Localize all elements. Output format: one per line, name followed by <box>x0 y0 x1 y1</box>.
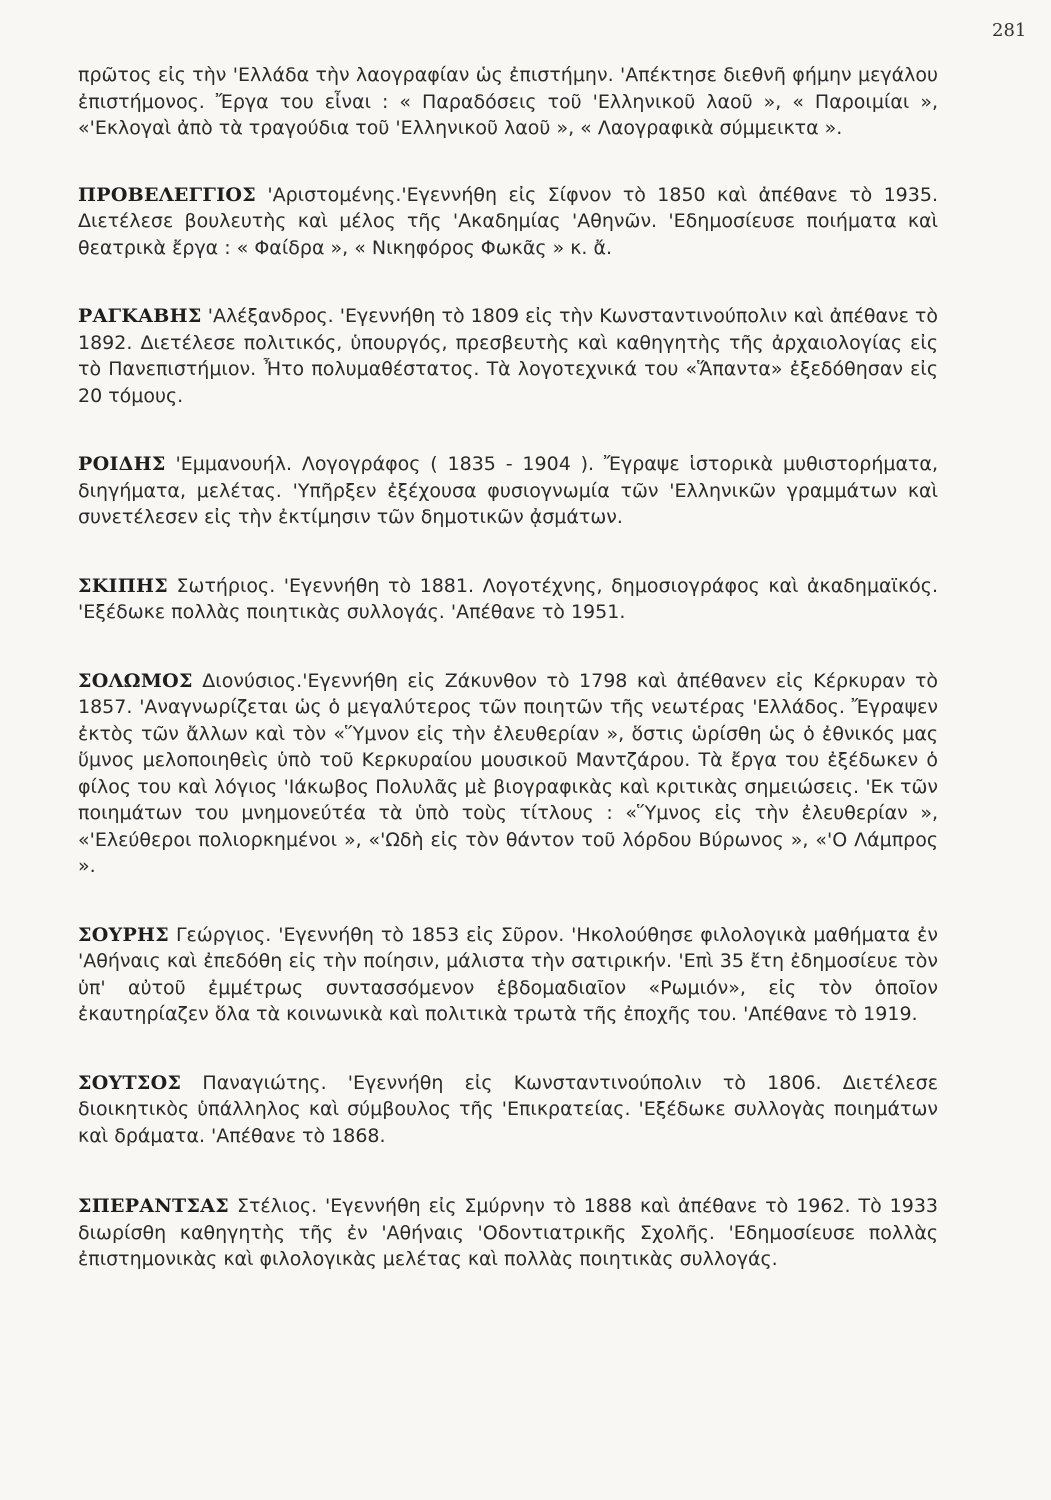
entry-provelengios <box>78 182 938 262</box>
entry-roidis <box>78 451 938 531</box>
entry-text: 'Εμμανουήλ. Λογογράφος ( 1835 - 1904 ). Ἔγραψε ἱστορικὰ μυθιστορήματα, διηγήματα, μελέτας. 'Υπῆρξεν ἐξέχουσα φυσιογνωμία τῶν 'Ελληνικῶν γραμμάτων καὶ συνετέλεσεν εἰς τὴν ἐκτίμησιν τῶν δημοτικῶν ᾀσμάτων. <box>78 453 938 528</box>
entry-text: Σωτήριος. 'Εγεννήθη τὸ 1881. Λογοτέχνης, δημοσιογράφος καὶ ἀκαδημαϊκός. 'Εξέδωκε πολλὰς ποιητικὰς συλλογάς. 'Απέθανε τὸ 1951. <box>78 574 938 623</box>
entry-text: Στέλιος. 'Εγεννήθη εἰς Σμύρνην τὸ 1888 καὶ ἀπέθανε τὸ 1962. Τὸ 1933 διωρίσθη καθηγητὴς τῆς ἐν 'Αθήναις 'Οδοντιατρικῆς Σχολῆς. 'Εδημοσίευσε πολλὰς ἐπιστημονικὰς καὶ φιλολογικὰς μελέτας καὶ πολλὰς ποιητικὰς συλλογάς. <box>78 1195 938 1270</box>
entry-name: ΡΟΙΔΗΣ <box>78 453 166 475</box>
entry-name: ΣΟΥΤΣΟΣ <box>78 1071 182 1094</box>
entry-text: Γεώργιος. 'Εγεννήθη τὸ 1853 εἰς Σῦρον. 'Ηκολούθησε φιλολογικὰ μαθήματα ἐν 'Αθήναις καὶ ἐπεδόθη εἰς τὴν ποίησιν, μάλιστα τὴν σατιρικήν. 'Επὶ 35 ἔτη ἐδημοσίευε τὸν ὑπ' αὐτοῦ ἐμμέτρως συντασσόμενον ἑβδομαδιαῖον «Ρωμιόν», εἰς τὸν ὁποῖον ἐκαυτηρίαζεν ὅλα τὰ κοινωνικὰ καὶ πολιτικὰ τρωτὰ τῆς ἐποχῆς του. 'Απέθανε τὸ 1919. <box>78 923 938 1025</box>
entry-name: ΣΠΕΡΑΝΤΣΑΣ <box>78 1195 230 1217</box>
entry-name: ΣΟΛΩΜΟΣ <box>78 669 193 692</box>
entry-ragkavis <box>78 303 938 409</box>
entry-continuation <box>78 62 938 142</box>
entry-text: Παναγιώτης. 'Εγεννήθη εἰς Κωνσταντινούπολιν τὸ 1806. Διετέλεσε διοικητικὸς ὑπάλληλος καὶ σύμβουλος τῆς 'Επικρατείας. 'Εξέδωκε συλλογὰς ποιημάτων καὶ δράματα. 'Απέθανε τὸ 1868. <box>78 1071 938 1147</box>
entry-solomos <box>78 668 938 880</box>
entry-skipis <box>78 573 938 626</box>
entry-soutsos <box>78 1070 938 1150</box>
entry-text: 'Αριστομένης.'Εγεννήθη εἰς Σίφνον τὸ 1850 καὶ ἀπέθανε τὸ 1935. Διετέλεσε βουλευτὴς καὶ μέλος τῆς 'Ακαδημίας 'Αθηνῶν. 'Εδημοσίευσε ποιήματα καὶ θεατρικὰ ἔργα : « Φαίδρα », « Νικηφόρος Φωκᾶς » κ. ἄ. <box>78 183 938 259</box>
entry-name: ΣΚΙΠΗΣ <box>78 574 168 597</box>
entry-text: Διονύσιος.'Εγεννήθη εἰς Ζάκυνθον τὸ 1798 καὶ ἀπέθανεν εἰς Κέρκυραν τὸ 1857. 'Αναγνωρίζεται ὡς ὁ μεγαλύτερος τῶν ποιητῶν τῆς νεωτέρας 'Ελλάδος. Ἔγραψεν ἐκτὸς τῶν ἄλλων καὶ τὸν «Ὕμνον εἰς τὴν ἐλευθερίαν », ὅστις ὡρίσθη ὡς ὁ ἐθνικός μας ὕμνος μελοποιηθεὶς ὑπὸ τοῦ Κερκυραίου μουσικοῦ Μαντζάρου. Τὰ ἔργα του ἐξέδωκεν ὁ φίλος του καὶ λόγιος 'Ιάκωβος Πολυλᾶς μὲ βιογραφικὰς καὶ κριτικὰς σημειώσεις. 'Εκ τῶν ποιημάτων του μνημονεύτέα τὰ ὑπὸ τοὺς τίτλους : «Ὕμνος εἰς τὴν ἐλευθερίαν », «'Ελεύθεροι πολιορκημένοι », «'Ωδὴ εἰς τὸν θάντον τοῦ λόρδου Βύρωνος », «'Ο Λάμπρος ». <box>78 669 939 877</box>
entry-sperantsas <box>78 1193 938 1273</box>
entry-text: πρῶτος εἰς τὴν 'Ελλάδα τὴν λαογραφίαν ὡς ἐπιστήμην. 'Απέκτησε διεθνῆ φήμην μεγάλου ἐπιστήμονος. Ἔργα του εἶναι : « Παραδόσεις τοῦ 'Ελληνικοῦ λαοῦ », « Παροιμίαι », «'Εκλογαὶ ἀπὸ τὰ τραγούδια τοῦ 'Ελληνικοῦ λαοῦ », « Λαογραφικὰ σύμμεικτα ». <box>78 64 938 139</box>
entries-block <box>78 62 938 1315</box>
entry-text: 'Αλέξανδρος. 'Εγεννήθη τὸ 1809 εἰς τὴν Κωνσταντινούπολιν καὶ ἀπέθανε τὸ 1892. Διετέλεσε πολιτικός, ὑπουργός, πρεσβευτὴς καὶ καθηγητὴς τῆς ἀρχαιολογίας εἰς τὸ Πανεπιστήμιον. Ἦτο πολυμαθέστατος. Τὰ λογοτεχνικά του «Ἅπαντα» ἐξεδόθησαν εἰς 20 τόμους. <box>78 305 938 407</box>
entry-name: ΠΡΟΒΕΛΕΓΓΙΟΣ <box>78 183 256 206</box>
entry-souris <box>78 922 938 1028</box>
entry-name: ΣΟΥΡΗΣ <box>78 923 170 946</box>
page-number: 281 <box>992 20 1027 41</box>
entry-name: ΡΑΓΚΑΒΗΣ <box>78 305 202 327</box>
